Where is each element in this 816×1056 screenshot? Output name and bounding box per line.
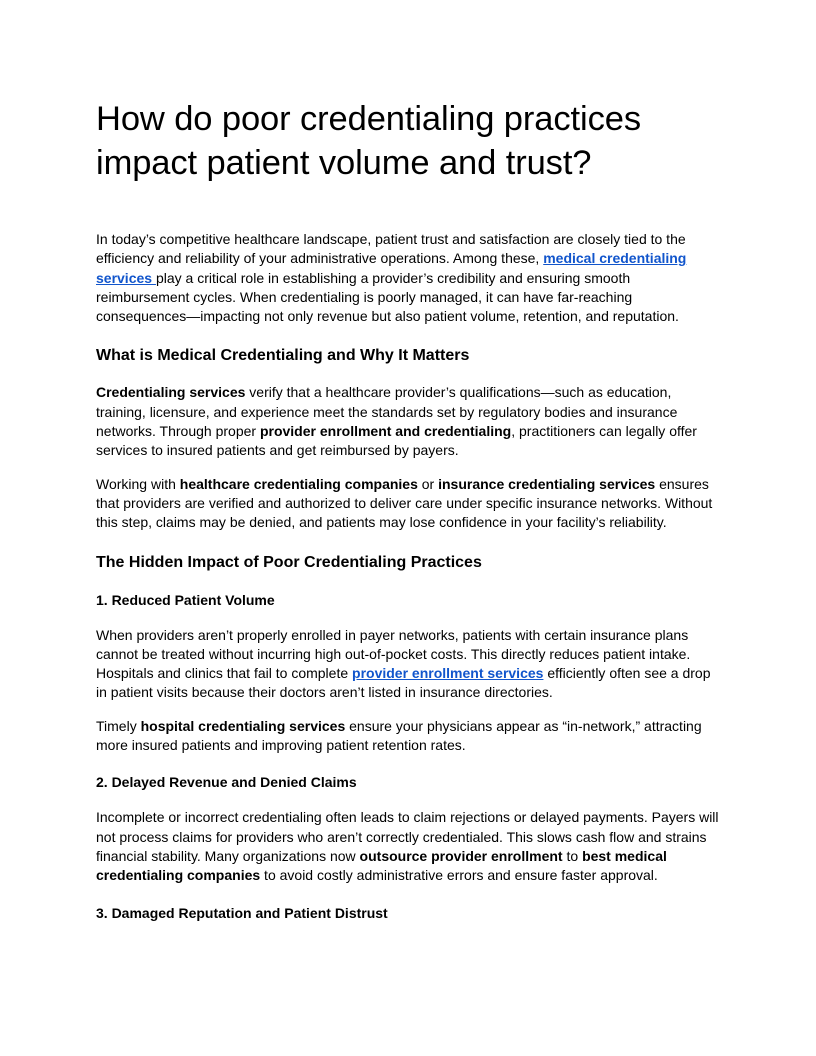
paragraph-text: , practitioners can legally offer services to insured patients and get reimbursed by payers. <box>96 423 697 459</box>
page-title: How do poor credentialing practices impact patient volume and trust? <box>96 100 641 182</box>
bold-credentialing-services: Credentialing services <box>96 384 246 401</box>
section-heading-hidden-impact: The Hidden Impact of Poor Credentialing Practices <box>96 553 482 571</box>
working-with-companies-paragraph <box>96 475 720 533</box>
paragraph-text: verify that a healthcare provider’s qualifications—such as education, training, licensure, and experience meet the standards set by regulatory bodies and insurance networks. Through proper <box>96 384 678 440</box>
paragraph-text: When providers aren’t properly enrolled in payer networks, patients with certain insurance plans cannot be treated without incurring high out-of-pocket costs. This directly reduces patient intake. Hospitals and clinics that fail to complete <box>96 626 691 682</box>
intro-text-1: In today’s competitive healthcare landscape, patient trust and satisfaction are closely tied to the efficiency and reliability of your administrative operations. Among these, <box>96 231 686 267</box>
reduced-volume-paragraph <box>96 626 720 703</box>
credentialing-services-paragraph <box>96 383 720 460</box>
subheading-delayed-revenue: 2. Delayed Revenue and Denied Claims <box>96 774 357 791</box>
subheading-reduced-patient-volume: 1. Reduced Patient Volume <box>96 591 275 608</box>
provider-enrollment-services-link[interactable]: provider enrollment services <box>352 665 544 682</box>
bold-healthcare-credentialing-companies: healthcare credentialing companies <box>179 475 418 492</box>
paragraph-text: ensure your physicians appear as “in-network,” attracting more insured patients and improving patient retention rates. <box>96 717 702 754</box>
bold-outsource-provider-enrollment: outsource provider enrollment <box>359 847 563 864</box>
paragraph-text: Incomplete or incorrect credentialing often leads to claim rejections or delayed payments. Payers will not process claims for providers who aren’t correctly credentialed. This slows cash flow and strains financial stability. Many organizations now <box>96 809 719 864</box>
document-page <box>96 97 720 939</box>
medical-credentialing-services-link[interactable]: medical credentialing services <box>96 250 687 286</box>
paragraph-text: or <box>417 475 439 492</box>
delayed-revenue-paragraph <box>96 808 720 885</box>
paragraph-text: to <box>562 847 583 864</box>
subheading-damaged-reputation: 3. Damaged Reputation and Patient Distrust <box>96 904 388 921</box>
timely-hospital-paragraph <box>96 717 720 756</box>
paragraph-text: Working with <box>96 475 180 492</box>
section-heading-what-is-credentialing: What is Medical Credentialing and Why It Matters <box>96 347 470 365</box>
paragraph-text: to avoid costly administrative errors and ensure faster approval. <box>260 867 658 884</box>
bold-provider-enrollment: provider enrollment and credentialing <box>259 423 512 440</box>
bold-best-medical-credentialing-companies: best medical credentialing companies <box>96 847 667 884</box>
paragraph-text: efficiently often see a drop in patient visits because their doctors aren’t listed in insurance directories. <box>96 665 711 701</box>
intro-paragraph <box>96 230 720 326</box>
bold-hospital-credentialing-services: hospital credentialing services <box>140 717 346 734</box>
intro-text-2: play a critical role in establishing a provider’s credibility and ensuring smooth reimbursement cycles. When credentialing is poorly managed, it can have far-reaching consequences—impacting not only revenue but also patient volume, retention, and reputation. <box>96 269 679 325</box>
bold-insurance-credentialing-services: insurance credentialing services <box>438 475 656 492</box>
paragraph-text: ensures that providers are verified and authorized to deliver care under specific insurance networks. Without this step, claims may be denied, and patients may lose confidence in your facility’s reliability. <box>96 475 713 531</box>
paragraph-text: Timely <box>96 717 141 734</box>
